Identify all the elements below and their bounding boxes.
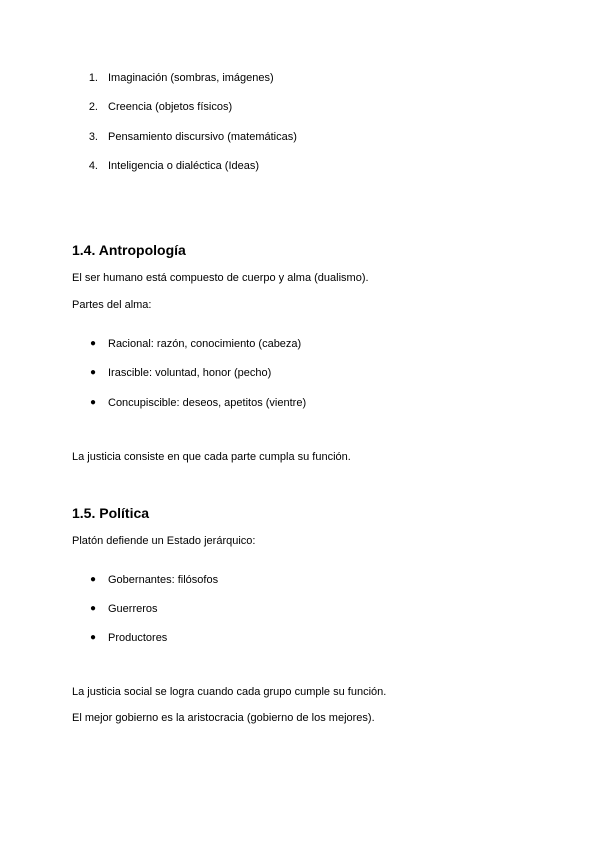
bullet-icon: ● bbox=[90, 338, 97, 349]
paragraph: El ser humano está compuesto de cuerpo y alma (dualismo). bbox=[72, 272, 369, 284]
list-item: Irascible: voluntad, honor (pecho) bbox=[108, 367, 272, 379]
list-number: 4. bbox=[88, 160, 98, 172]
list-number: 3. bbox=[88, 131, 98, 143]
list-item: Guerreros bbox=[108, 603, 158, 615]
list-number: 1. bbox=[88, 72, 98, 84]
list-item: Creencia (objetos físicos) bbox=[108, 101, 233, 113]
list-item: Productores bbox=[108, 632, 168, 644]
list-item: Imaginación (sombras, imágenes) bbox=[108, 72, 274, 84]
list-item: Concupiscible: deseos, apetitos (vientre) bbox=[108, 397, 307, 409]
bullet-icon: ● bbox=[90, 367, 97, 378]
list-item: Racional: razón, conocimiento (cabeza) bbox=[108, 338, 302, 350]
bullet-icon: ● bbox=[90, 603, 97, 614]
list-item: Pensamiento discursivo (matemáticas) bbox=[108, 131, 297, 143]
section-heading-politica: 1.5. Política bbox=[72, 505, 150, 521]
list-item: Inteligencia o dialéctica (Ideas) bbox=[108, 160, 260, 172]
list-item: Gobernantes: filósofos bbox=[108, 574, 219, 586]
paragraph: Platón defiende un Estado jerárquico: bbox=[72, 535, 256, 547]
list-number: 2. bbox=[88, 101, 98, 113]
bullet-icon: ● bbox=[90, 632, 97, 643]
paragraph: La justicia social se logra cuando cada grupo cumple su función. bbox=[72, 686, 387, 698]
section-heading-antropologia: 1.4. Antropología bbox=[72, 242, 186, 258]
bullet-icon: ● bbox=[90, 574, 97, 585]
paragraph: El mejor gobierno es la aristocracia (gobierno de los mejores). bbox=[72, 712, 375, 724]
bullet-icon: ● bbox=[90, 397, 97, 408]
paragraph: Partes del alma: bbox=[72, 299, 152, 311]
paragraph: La justicia consiste en que cada parte cumpla su función. bbox=[72, 451, 351, 463]
